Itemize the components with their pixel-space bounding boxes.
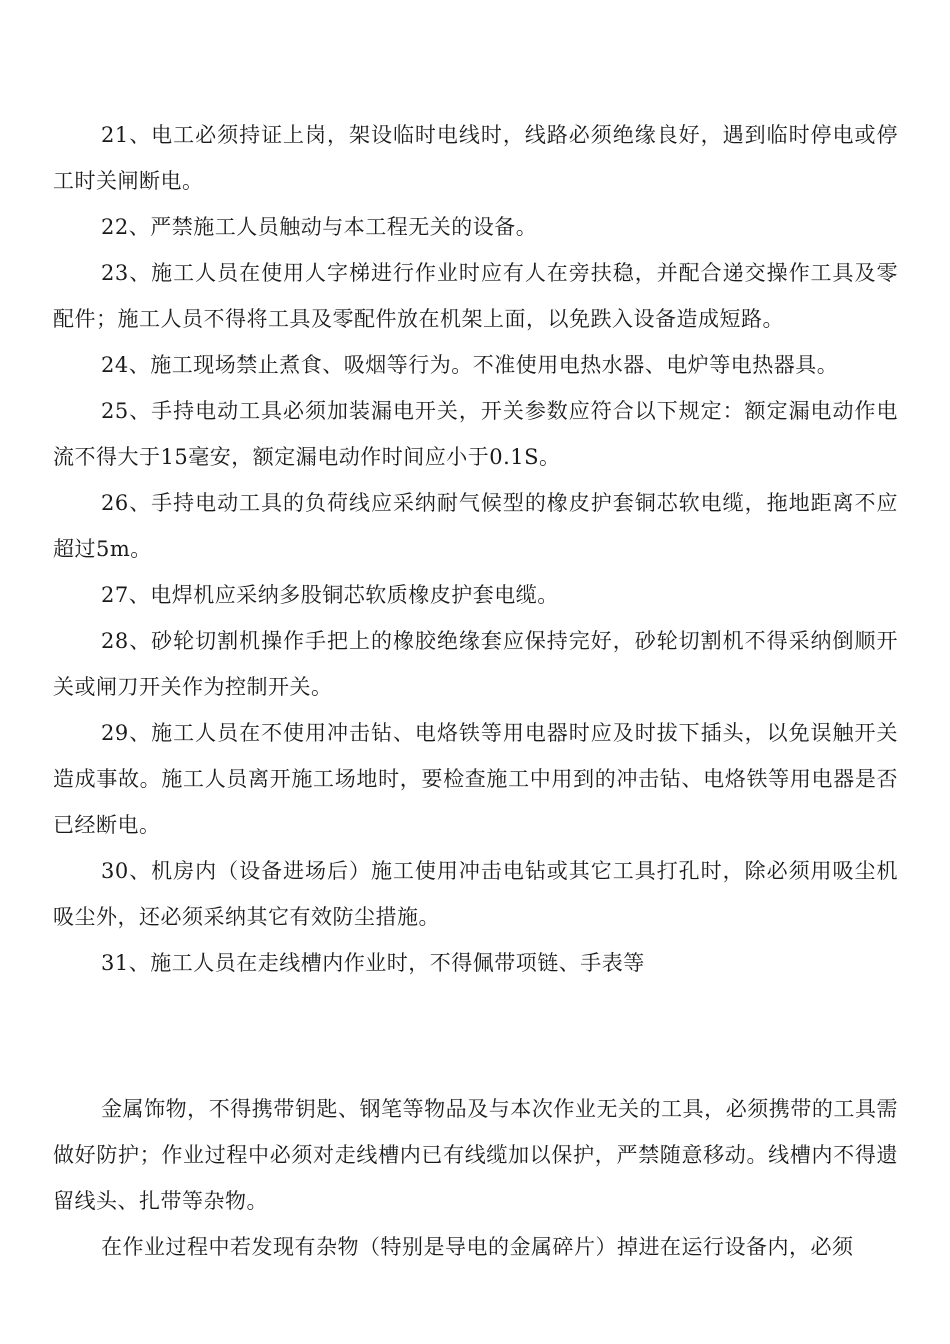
rule-24-paragraph: 24、施工现场禁止煮食、吸烟等行为。不准使用电热水器、电炉等电热器具。 <box>101 353 839 377</box>
rule-22-paragraph: 22、严禁施工人员触动与本工程无关的设备。 <box>101 215 538 239</box>
text-block-upper <box>53 112 898 986</box>
rule-26-paragraph: 26、手持电动工具的负荷线应采纳耐气候型的橡皮护套铜芯软电缆，拖地距离不应超过5m。 <box>53 491 898 561</box>
rule-31-paragraph: 31、施工人员在走线槽内作业时，不得佩带项链、手表等 <box>101 951 645 975</box>
rule-27-paragraph: 27、电焊机应采纳多股铜芯软质橡皮护套电缆。 <box>101 583 559 607</box>
rule-30-paragraph: 30、机房内（设备进场后）施工使用冲击电钻或其它工具打孔时，除必须用吸尘机吸尘外，还必须采纳其它有效防尘措施。 <box>53 859 898 929</box>
metal-items-paragraph: 金属饰物，不得携带钥匙、钢笔等物品及与本次作业无关的工具，必须携带的工具需做好防护；作业过程中必须对走线槽内已有线缆加以保护，严禁随意移动。线槽内不得遗留线头、扎带等杂物。 <box>53 1097 898 1213</box>
rule-25-paragraph: 25、手持电动工具必须加装漏电开关，开关参数应符合以下规定：额定漏电动作电流不得大于15毫安，额定漏电动作时间应小于0.1S。 <box>53 399 898 469</box>
rule-28-paragraph: 28、砂轮切割机操作手把上的橡胶绝缘套应保持完好，砂轮切割机不得采纳倒顺开关或闸刀开关作为控制开关。 <box>53 629 898 699</box>
rule-23-paragraph: 23、施工人员在使用人字梯进行作业时应有人在旁扶稳，并配合递交操作工具及零配件；施工人员不得将工具及零配件放在机架上面，以免跌入设备造成短路。 <box>53 261 898 331</box>
text-block-lower <box>53 1086 898 1270</box>
rule-21-paragraph: 21、电工必须持证上岗，架设临时电线时，线路必须绝缘良好，遇到临时停电或停工时关闸断电。 <box>53 123 898 193</box>
rule-29-paragraph: 29、施工人员在不使用冲击钻、电烙铁等用电器时应及时拔下插头，以免误触开关造成事故。施工人员离开施工场地时，要检查施工中用到的冲击钻、电烙铁等用电器是否已经断电。 <box>53 721 898 837</box>
debris-paragraph: 在作业过程中若发现有杂物（特别是导电的金属碎片）掉进在运行设备内，必须 <box>101 1235 854 1259</box>
